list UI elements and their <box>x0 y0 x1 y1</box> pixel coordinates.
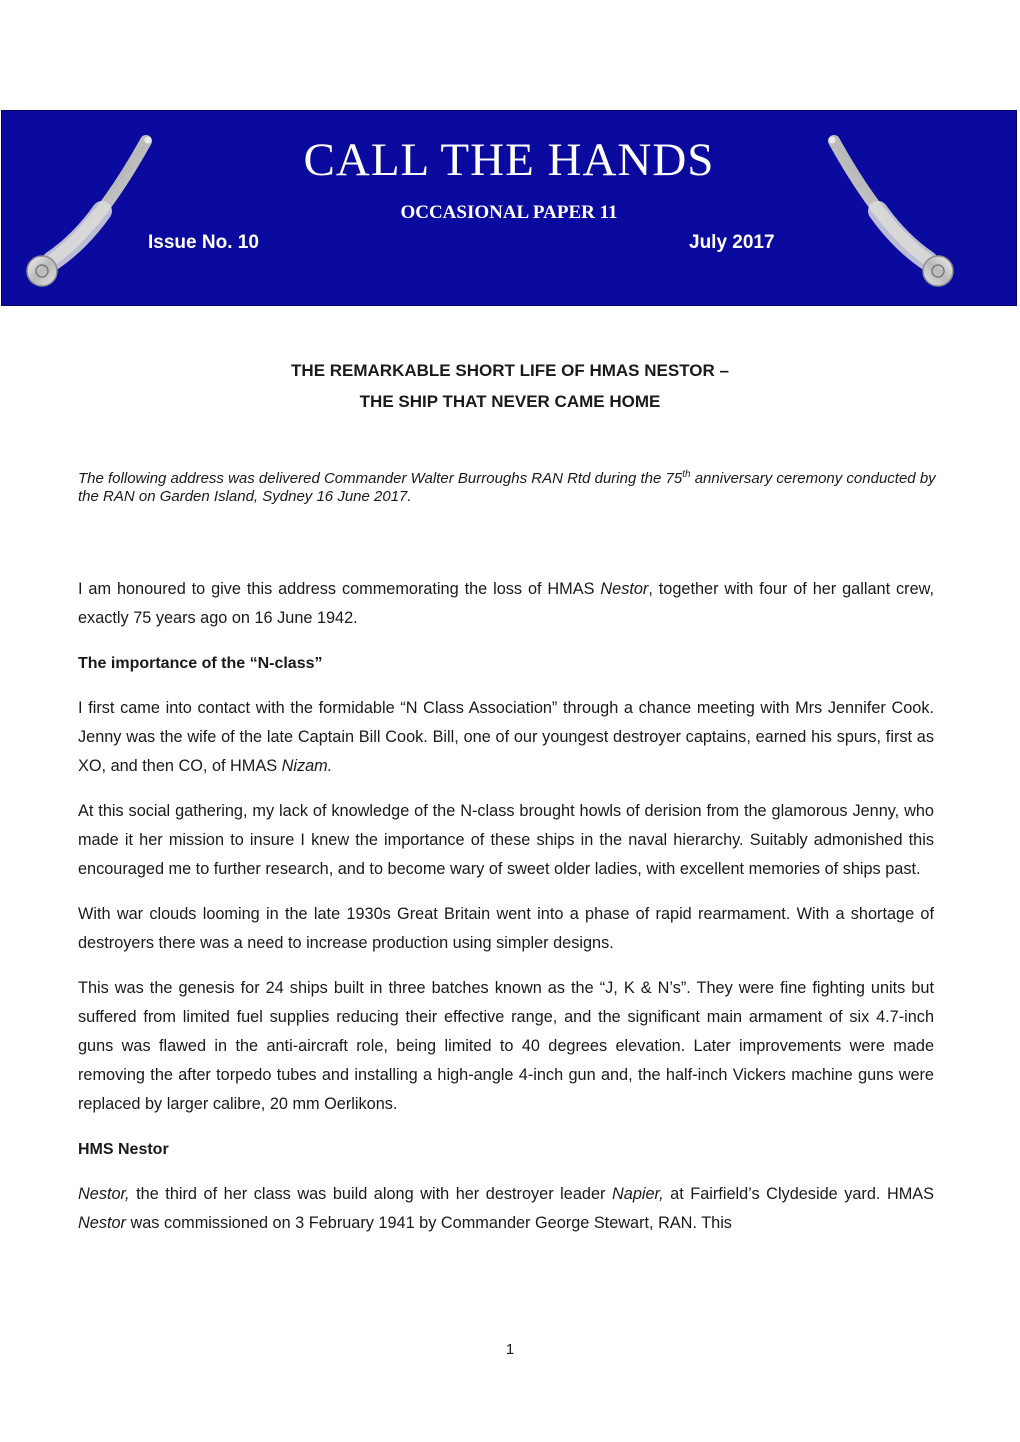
article-title <box>80 355 940 417</box>
ship-name: Napier, <box>612 1185 664 1203</box>
paragraph: Nestor, the third of her class was build along with her destroyer leader Napier, at Fairfield’s Clydeside yard. HMAS Nestor was commissioned on 3 February 1941 by Commander George Stewart, RAN. This <box>78 1185 934 1232</box>
intro-note <box>78 466 938 506</box>
paragraph: At this social gathering, my lack of knowledge of the N-class brought howls of derision from the glamorous Jenny, who made it her mission to insure I knew the importance of these ships in the naval hierarchy. Suitably admonished this encouraged me to further research, and to become wary of sweet older ladies, with excellent memories of ships past. <box>78 802 934 878</box>
ship-name: Nestor <box>600 580 649 598</box>
article-title-line-2: THE SHIP THAT NEVER CAME HOME <box>359 392 661 411</box>
paragraph: I am honoured to give this address commemorating the loss of HMAS Nestor, together with four of her gallant crew, exactly 75 years ago on 16 June 1942. <box>78 580 935 627</box>
ship-name: Nestor, <box>78 1185 130 1203</box>
intro-text: The following address was delivered Commander Walter Burroughs RAN Rtd during the 75 <box>78 470 683 487</box>
paragraph: This was the genesis for 24 ships built in three batches known as the “J, K & N’s”. They were fine fighting units but suffered from limited fuel supplies reducing their effective range, and the significant main armament of six 4.7-inch guns was flawed in the anti-aircraft role, being limited to 40 degrees elevation. Later improvements were made removing the after torpedo tubes and installing a high-angle 4-inch gun and, the half-inch Vickers machine guns were replaced by larger calibre, 20 mm Oerlikons. <box>78 979 934 1113</box>
masthead-subtitle: OCCASIONAL PAPER 11 <box>400 202 618 223</box>
article-title-line-1: THE REMARKABLE SHORT LIFE OF HMAS NESTOR – <box>291 361 729 380</box>
section-heading: HMS Nestor <box>78 1141 169 1158</box>
ship-name: Nizam. <box>281 757 333 775</box>
section-heading: The importance of the “N-class” <box>78 655 323 672</box>
masthead-title: CALL THE HANDS <box>303 134 715 186</box>
intro-text-continued: anniversary ceremony conducted by the RAN on Garden Island, Sydney 16 June 2017. <box>78 470 936 505</box>
issue-date: July 2017 <box>689 232 775 253</box>
page-number: 1 <box>505 1341 515 1358</box>
article-body <box>78 575 934 1254</box>
ship-name: Nestor <box>78 1214 126 1232</box>
paragraph: With war clouds looming in the late 1930s Great Britain went into a phase of rapid rearmament. With a shortage of destroyers there was a need to increase production using simpler designs. <box>78 905 934 952</box>
paragraph: I first came into contact with the formidable “N Class Association” through a chance meeting with Mrs Jennifer Cook. Jenny was the wife of the late Captain Bill Cook. Bill, one of our youngest destroyer captains, earned his spurs, first as XO, and then CO, of HMAS Nizam. <box>78 699 934 775</box>
bosun-whistle-icon <box>826 135 956 295</box>
issue-number: Issue No. 10 <box>148 232 259 253</box>
intro-superscript: th <box>682 469 691 480</box>
masthead-banner <box>1 110 1017 306</box>
